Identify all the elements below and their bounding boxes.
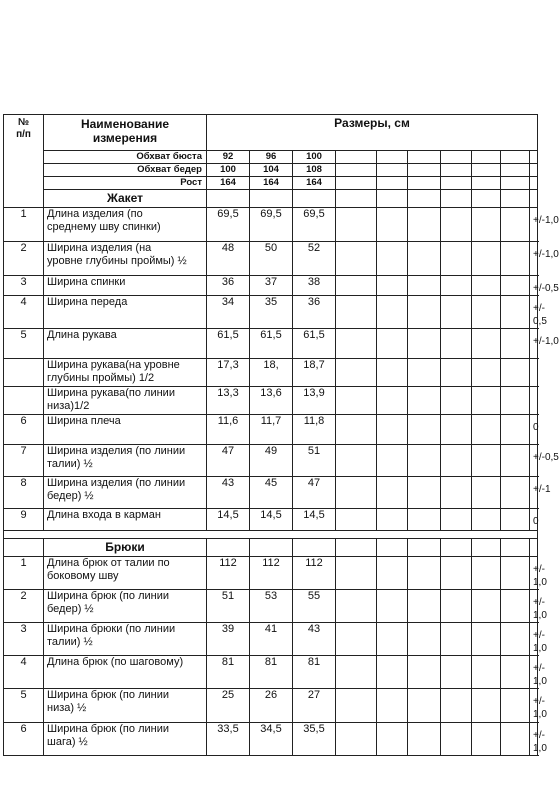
empty-cell (501, 276, 530, 296)
empty-cell (441, 276, 472, 296)
row-number: 1 (4, 208, 44, 242)
empty-cell (336, 242, 377, 276)
empty-cell (501, 445, 530, 477)
empty-cell (441, 539, 472, 557)
deviation-value (530, 359, 538, 387)
empty-cell (4, 539, 44, 557)
empty-cell (336, 359, 377, 387)
measurement-row (4, 723, 538, 756)
empty-cell (530, 151, 538, 164)
size-value: 18,7 (293, 359, 336, 387)
empty-cell (472, 557, 501, 590)
measurement-row (4, 477, 538, 509)
empty-cell (501, 164, 530, 177)
empty-cell (377, 445, 408, 477)
empty-cell (377, 190, 408, 208)
empty-cell (530, 164, 538, 177)
empty-cell (408, 477, 441, 509)
empty-cell (441, 296, 472, 329)
empty-cell (441, 242, 472, 276)
empty-cell (377, 590, 408, 623)
deviation-value: +/- 0,5 (530, 296, 538, 329)
empty-cell (408, 296, 441, 329)
row-number: 5 (4, 329, 44, 359)
empty-cell (377, 208, 408, 242)
measurement-name: Ширина плеча (44, 415, 207, 445)
empty-cell (472, 689, 501, 723)
spacer-row (4, 531, 538, 539)
empty-cell (408, 415, 441, 445)
empty-cell (441, 359, 472, 387)
empty-cell (441, 689, 472, 723)
empty-cell (501, 151, 530, 164)
empty-cell (501, 539, 530, 557)
measurement-name: Ширина рукава(по линии низа)1/2 (44, 387, 207, 415)
empty-cell (441, 190, 472, 208)
size-value: 39 (207, 623, 250, 656)
size-value: 33,5 (207, 723, 250, 756)
row-number: 6 (4, 723, 44, 756)
empty-cell (377, 557, 408, 590)
measurement-name: Ширина брюк (по линии низа) ½ (44, 689, 207, 723)
empty-cell (408, 723, 441, 756)
size-value: 50 (250, 242, 293, 276)
measurement-row (4, 329, 538, 359)
measurement-row (4, 276, 538, 296)
empty-cell (377, 539, 408, 557)
empty-cell (472, 164, 501, 177)
measurement-row (4, 387, 538, 415)
row-number: 5 (4, 689, 44, 723)
row-number: 2 (4, 242, 44, 276)
header-row (4, 115, 538, 151)
measurement-name: Ширина спинки (44, 276, 207, 296)
measurement-table (3, 114, 559, 756)
base-value: 164 (250, 177, 293, 190)
section-title: Брюки (44, 539, 207, 557)
base-value: 164 (293, 177, 336, 190)
empty-cell (501, 242, 530, 276)
empty-cell (377, 689, 408, 723)
empty-cell (408, 329, 441, 359)
empty-cell (377, 723, 408, 756)
empty-cell (336, 276, 377, 296)
size-value: 69,5 (250, 208, 293, 242)
empty-cell (336, 477, 377, 509)
size-value: 61,5 (250, 329, 293, 359)
empty-cell (207, 539, 250, 557)
measurement-name: Ширина переда (44, 296, 207, 329)
empty-cell (501, 623, 530, 656)
deviation-value: +/-1,0 (530, 208, 538, 242)
size-value: 14,5 (250, 509, 293, 531)
deviation-value: +/- 1,0 (530, 557, 538, 590)
measurement-row (4, 590, 538, 623)
empty-cell (501, 590, 530, 623)
empty-cell (408, 656, 441, 689)
empty-cell (336, 623, 377, 656)
measurement-row (4, 415, 538, 445)
empty-cell (377, 509, 408, 531)
size-value: 13,3 (207, 387, 250, 415)
empty-cell (441, 557, 472, 590)
empty-cell (336, 415, 377, 445)
row-number: 7 (4, 445, 44, 477)
empty-cell (501, 509, 530, 531)
deviation-value: +/- 1,0 (530, 723, 538, 756)
size-value: 27 (293, 689, 336, 723)
measurement-row (4, 242, 538, 276)
empty-cell (408, 151, 441, 164)
size-value: 55 (293, 590, 336, 623)
size-value: 14,5 (293, 509, 336, 531)
section-title-row (4, 539, 538, 557)
deviation-value: +/-1,0 (530, 242, 538, 276)
base-row (4, 151, 538, 164)
row-number: 4 (4, 296, 44, 329)
empty-cell (336, 539, 377, 557)
empty-cell (501, 387, 530, 415)
empty-cell (441, 387, 472, 415)
size-value: 61,5 (207, 329, 250, 359)
size-value: 53 (250, 590, 293, 623)
empty-cell (501, 557, 530, 590)
empty-cell (408, 445, 441, 477)
empty-cell (377, 387, 408, 415)
empty-cell (408, 242, 441, 276)
size-value: 26 (250, 689, 293, 723)
empty-cell (441, 656, 472, 689)
size-value: 81 (207, 656, 250, 689)
base-label: Обхват бедер (44, 164, 207, 177)
row-number: 3 (4, 623, 44, 656)
base-row (4, 177, 538, 190)
empty-cell (408, 190, 441, 208)
empty-cell (4, 531, 538, 539)
deviation-value: +/-0,5 (530, 276, 538, 296)
measurement-name: Ширина изделия (по линии талии) ½ (44, 445, 207, 477)
empty-cell (472, 387, 501, 415)
size-value: 34 (207, 296, 250, 329)
size-value: 25 (207, 689, 250, 723)
size-value: 36 (207, 276, 250, 296)
size-value: 69,5 (293, 208, 336, 242)
empty-cell (336, 689, 377, 723)
empty-cell (377, 656, 408, 689)
empty-cell (441, 509, 472, 531)
measurement-row (4, 208, 538, 242)
empty-cell (336, 387, 377, 415)
measurement-row (4, 445, 538, 477)
empty-cell (501, 723, 530, 756)
empty-cell (530, 177, 538, 190)
empty-cell (377, 359, 408, 387)
empty-cell (501, 208, 530, 242)
row-number (4, 387, 44, 415)
empty-cell (472, 539, 501, 557)
empty-cell (441, 329, 472, 359)
empty-cell (472, 623, 501, 656)
size-value: 37 (250, 276, 293, 296)
empty-cell (408, 557, 441, 590)
measurement-row (4, 623, 538, 656)
base-value: 164 (207, 177, 250, 190)
row-number (4, 359, 44, 387)
empty-cell (472, 242, 501, 276)
size-value: 81 (293, 656, 336, 689)
deviation-value: 0 (530, 509, 538, 531)
empty-cell (408, 509, 441, 531)
empty-cell (441, 177, 472, 190)
empty-cell (472, 590, 501, 623)
base-label: Обхват бюста (44, 151, 207, 164)
empty-cell (472, 329, 501, 359)
deviation-value: +/-1 (530, 477, 538, 509)
empty-cell (408, 539, 441, 557)
size-value: 38 (293, 276, 336, 296)
empty-cell (377, 276, 408, 296)
empty-cell (207, 190, 250, 208)
row-number: 8 (4, 477, 44, 509)
empty-cell (336, 296, 377, 329)
empty-cell (408, 208, 441, 242)
size-value: 11,6 (207, 415, 250, 445)
size-value: 47 (207, 445, 250, 477)
empty-cell (501, 296, 530, 329)
empty-cell (530, 539, 538, 557)
measurement-name: Ширина брюк (по линии бедер) ½ (44, 590, 207, 623)
measurement-name: Ширина брюк (по линии шага) ½ (44, 723, 207, 756)
empty-cell (377, 296, 408, 329)
empty-cell (441, 477, 472, 509)
size-value: 13,9 (293, 387, 336, 415)
empty-cell (408, 387, 441, 415)
base-value: 100 (207, 164, 250, 177)
empty-cell (377, 164, 408, 177)
size-value: 18, (250, 359, 293, 387)
empty-cell (336, 509, 377, 531)
header-sizes: Размеры, см (207, 115, 538, 151)
empty-cell (377, 177, 408, 190)
row-number: 4 (4, 656, 44, 689)
empty-cell (472, 477, 501, 509)
measurement-row (4, 296, 538, 329)
size-value: 43 (293, 623, 336, 656)
empty-cell (336, 557, 377, 590)
empty-cell (377, 242, 408, 276)
empty-cell (472, 208, 501, 242)
size-value: 35,5 (293, 723, 336, 756)
base-value: 100 (293, 151, 336, 164)
empty-cell (336, 656, 377, 689)
base-value: 92 (207, 151, 250, 164)
empty-cell (472, 445, 501, 477)
section-title-row (4, 190, 538, 208)
empty-cell (408, 590, 441, 623)
empty-cell (336, 590, 377, 623)
header-name: Наименование измерения (44, 115, 207, 151)
size-value: 17,3 (207, 359, 250, 387)
size-value: 69,5 (207, 208, 250, 242)
row-number: 2 (4, 590, 44, 623)
size-value: 51 (207, 590, 250, 623)
row-number: 9 (4, 509, 44, 531)
empty-cell (293, 539, 336, 557)
size-value: 43 (207, 477, 250, 509)
measurement-row (4, 509, 538, 531)
empty-cell (501, 477, 530, 509)
base-value: 108 (293, 164, 336, 177)
measurement-name: Ширина рукава(на уровне глубины проймы) 1/2 (44, 359, 207, 387)
row-number: 1 (4, 557, 44, 590)
measurement-name: Длина рукава (44, 329, 207, 359)
size-value: 36 (293, 296, 336, 329)
base-value: 96 (250, 151, 293, 164)
base-row (4, 164, 538, 177)
empty-cell (501, 177, 530, 190)
empty-cell (472, 190, 501, 208)
empty-cell (408, 359, 441, 387)
deviation-value: +/- 1,0 (530, 623, 538, 656)
measurement-name: Длина брюк (по шаговому) (44, 656, 207, 689)
size-value: 112 (293, 557, 336, 590)
deviation-value: +/-1,0 (530, 329, 538, 359)
empty-cell (501, 415, 530, 445)
empty-cell (293, 190, 336, 208)
measurement-name: Длина брюк от талии по боковому шву (44, 557, 207, 590)
empty-cell (472, 276, 501, 296)
base-value: 104 (250, 164, 293, 177)
size-value: 112 (207, 557, 250, 590)
size-value: 13,6 (250, 387, 293, 415)
empty-cell (336, 723, 377, 756)
deviation-value: +/- 1,0 (530, 656, 538, 689)
empty-cell (472, 656, 501, 689)
size-value: 34,5 (250, 723, 293, 756)
base-label: Рост (44, 177, 207, 190)
empty-cell (441, 723, 472, 756)
empty-cell (377, 329, 408, 359)
size-value: 52 (293, 242, 336, 276)
empty-cell (336, 151, 377, 164)
empty-cell (336, 190, 377, 208)
measurement-name: Ширина изделия (по линии бедер) ½ (44, 477, 207, 509)
size-value: 61,5 (293, 329, 336, 359)
empty-cell (408, 177, 441, 190)
deviation-value: 0 (530, 415, 538, 445)
empty-cell (472, 296, 501, 329)
measurement-row (4, 557, 538, 590)
size-value: 47 (293, 477, 336, 509)
empty-cell (501, 359, 530, 387)
measurement-name: Длина входа в карман (44, 509, 207, 531)
empty-cell (501, 329, 530, 359)
measurement-row (4, 359, 538, 387)
empty-cell (501, 656, 530, 689)
row-number: 6 (4, 415, 44, 445)
deviation-value: +/- 1,0 (530, 590, 538, 623)
empty-cell (530, 190, 538, 208)
size-value: 81 (250, 656, 293, 689)
size-value: 45 (250, 477, 293, 509)
empty-cell (441, 590, 472, 623)
empty-cell (441, 415, 472, 445)
empty-cell (441, 445, 472, 477)
empty-cell (408, 623, 441, 656)
empty-cell (336, 164, 377, 177)
empty-cell (377, 477, 408, 509)
empty-cell (336, 329, 377, 359)
size-value: 14,5 (207, 509, 250, 531)
empty-cell (408, 276, 441, 296)
size-value: 51 (293, 445, 336, 477)
empty-cell (377, 623, 408, 656)
empty-cell (472, 509, 501, 531)
empty-cell (336, 177, 377, 190)
empty-cell (336, 445, 377, 477)
section-title: Жакет (44, 190, 207, 208)
empty-cell (501, 689, 530, 723)
empty-cell (472, 177, 501, 190)
size-value: 112 (250, 557, 293, 590)
size-value: 11,7 (250, 415, 293, 445)
measurement-name: Ширина изделия (на уровне глубины проймы) ½ (44, 242, 207, 276)
empty-cell (408, 164, 441, 177)
measurement-row (4, 656, 538, 689)
measurement-name: Ширина брюки (по линии талии) ½ (44, 623, 207, 656)
size-value: 49 (250, 445, 293, 477)
measurement-name: Длина изделия (по среднему шву спинки) (44, 208, 207, 242)
empty-cell (336, 208, 377, 242)
empty-cell (472, 151, 501, 164)
size-value: 11,8 (293, 415, 336, 445)
size-value: 41 (250, 623, 293, 656)
empty-cell (250, 539, 293, 557)
empty-cell (377, 151, 408, 164)
empty-cell (408, 689, 441, 723)
size-value: 48 (207, 242, 250, 276)
empty-cell (250, 190, 293, 208)
deviation-value: +/-0,5 (530, 445, 538, 477)
deviation-value (530, 387, 538, 415)
header-num: № п/п (4, 115, 44, 208)
empty-cell (441, 151, 472, 164)
measurement-row (4, 689, 538, 723)
size-value: 35 (250, 296, 293, 329)
empty-cell (472, 723, 501, 756)
empty-cell (472, 415, 501, 445)
empty-cell (472, 359, 501, 387)
row-number: 3 (4, 276, 44, 296)
empty-cell (441, 164, 472, 177)
empty-cell (501, 190, 530, 208)
empty-cell (377, 415, 408, 445)
deviation-value: +/- 1,0 (530, 689, 538, 723)
empty-cell (441, 208, 472, 242)
empty-cell (441, 623, 472, 656)
